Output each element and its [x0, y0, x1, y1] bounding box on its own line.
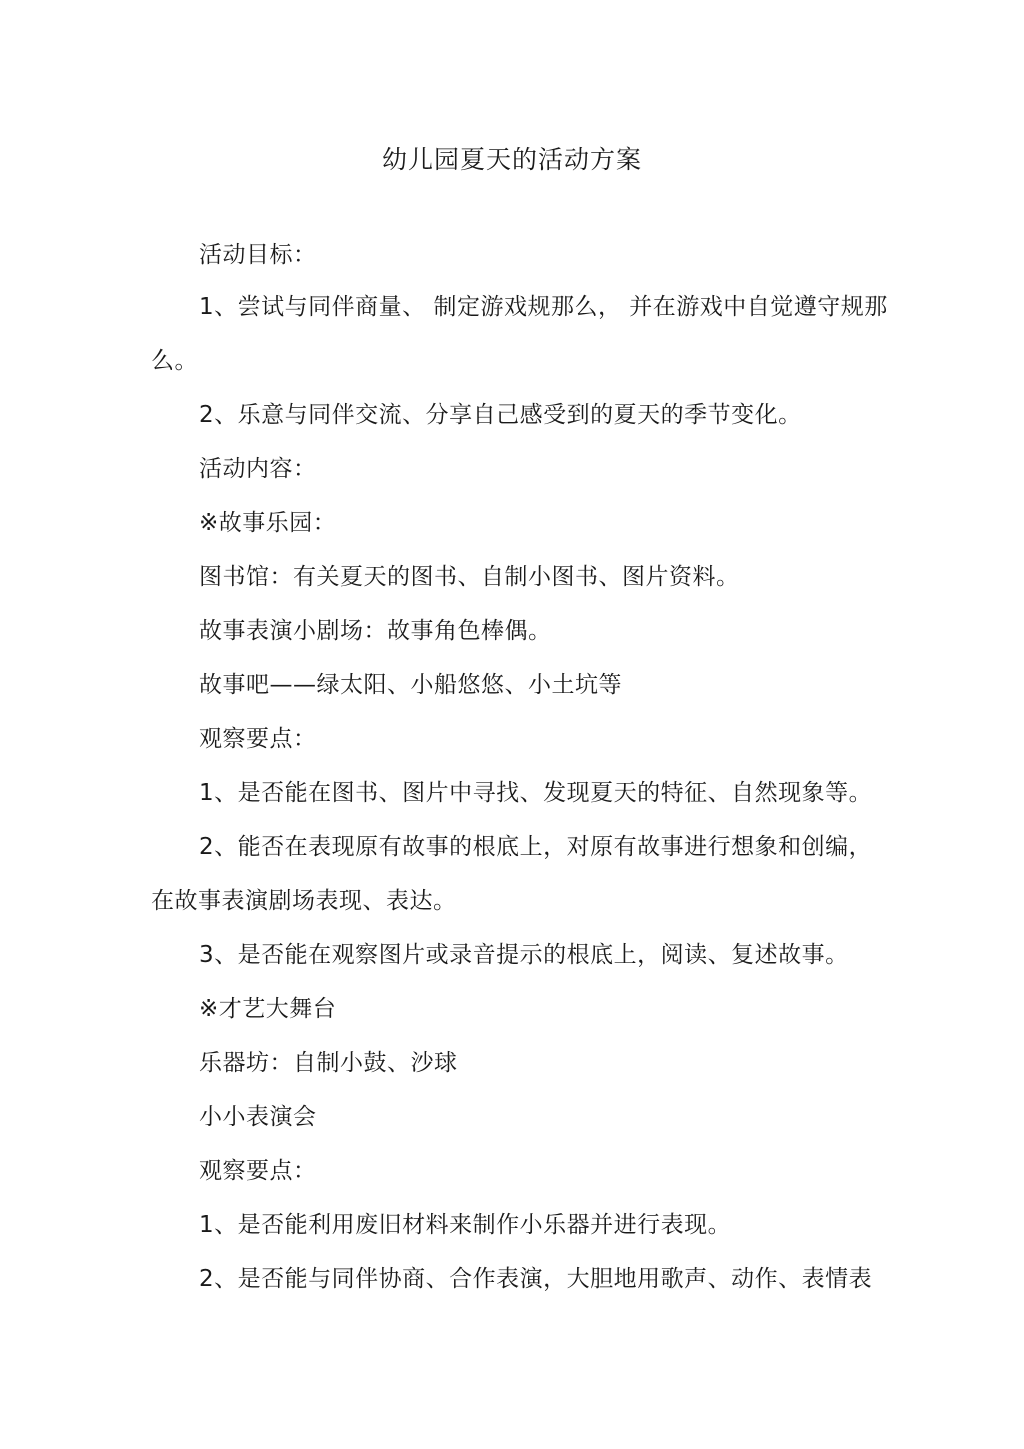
section-heading-observation: 观察要点： [199, 726, 317, 752]
paragraph-line: 么。 [151, 348, 198, 374]
section-heading-content: 活动内容： [199, 456, 317, 482]
paragraph-line: 1、尝试与同伴商量、 制定游戏规那么， 并在游戏中自觉遵守规那 [199, 294, 888, 320]
paragraph-line: 图书馆：有关夏天的图书、自制小图书、图片资料。 [199, 564, 740, 590]
paragraph-line: 1、是否能利用废旧材料来制作小乐器并进行表现。 [199, 1212, 732, 1238]
paragraph-line: 2、能否在表现原有故事的根底上，对原有故事进行想象和创编， [199, 834, 873, 860]
paragraph-line: 在故事表演剧场表现、表达。 [151, 888, 457, 914]
paragraph-line: 2、乐意与同伴交流、分享自己感受到的夏天的季节变化。 [199, 402, 802, 428]
paragraph-line: 故事吧——绿太阳、小船悠悠、小土坑等 [199, 672, 622, 698]
document-title: 幼儿园夏天的活动方案 [381, 145, 642, 174]
paragraph-line: 2、是否能与同伴协商、合作表演，大胆地用歌声、动作、表情表 [199, 1266, 873, 1292]
subsection-heading: ※故事乐园： [199, 510, 337, 536]
subsection-heading: ※才艺大舞台 [199, 996, 337, 1022]
paragraph-line: 3、是否能在观察图片或录音提示的根底上，阅读、复述故事。 [199, 942, 849, 968]
paragraph-line: 故事表演小剧场：故事角色棒偶。 [199, 618, 552, 644]
paragraph-line: 小小表演会 [199, 1104, 317, 1130]
paragraph-line: 乐器坊：自制小鼓、沙球 [199, 1050, 458, 1076]
paragraph-line: 1、是否能在图书、图片中寻找、发现夏天的特征、自然现象等。 [199, 780, 873, 806]
section-heading-observation: 观察要点： [199, 1158, 317, 1184]
section-heading-goals: 活动目标： [199, 242, 317, 268]
